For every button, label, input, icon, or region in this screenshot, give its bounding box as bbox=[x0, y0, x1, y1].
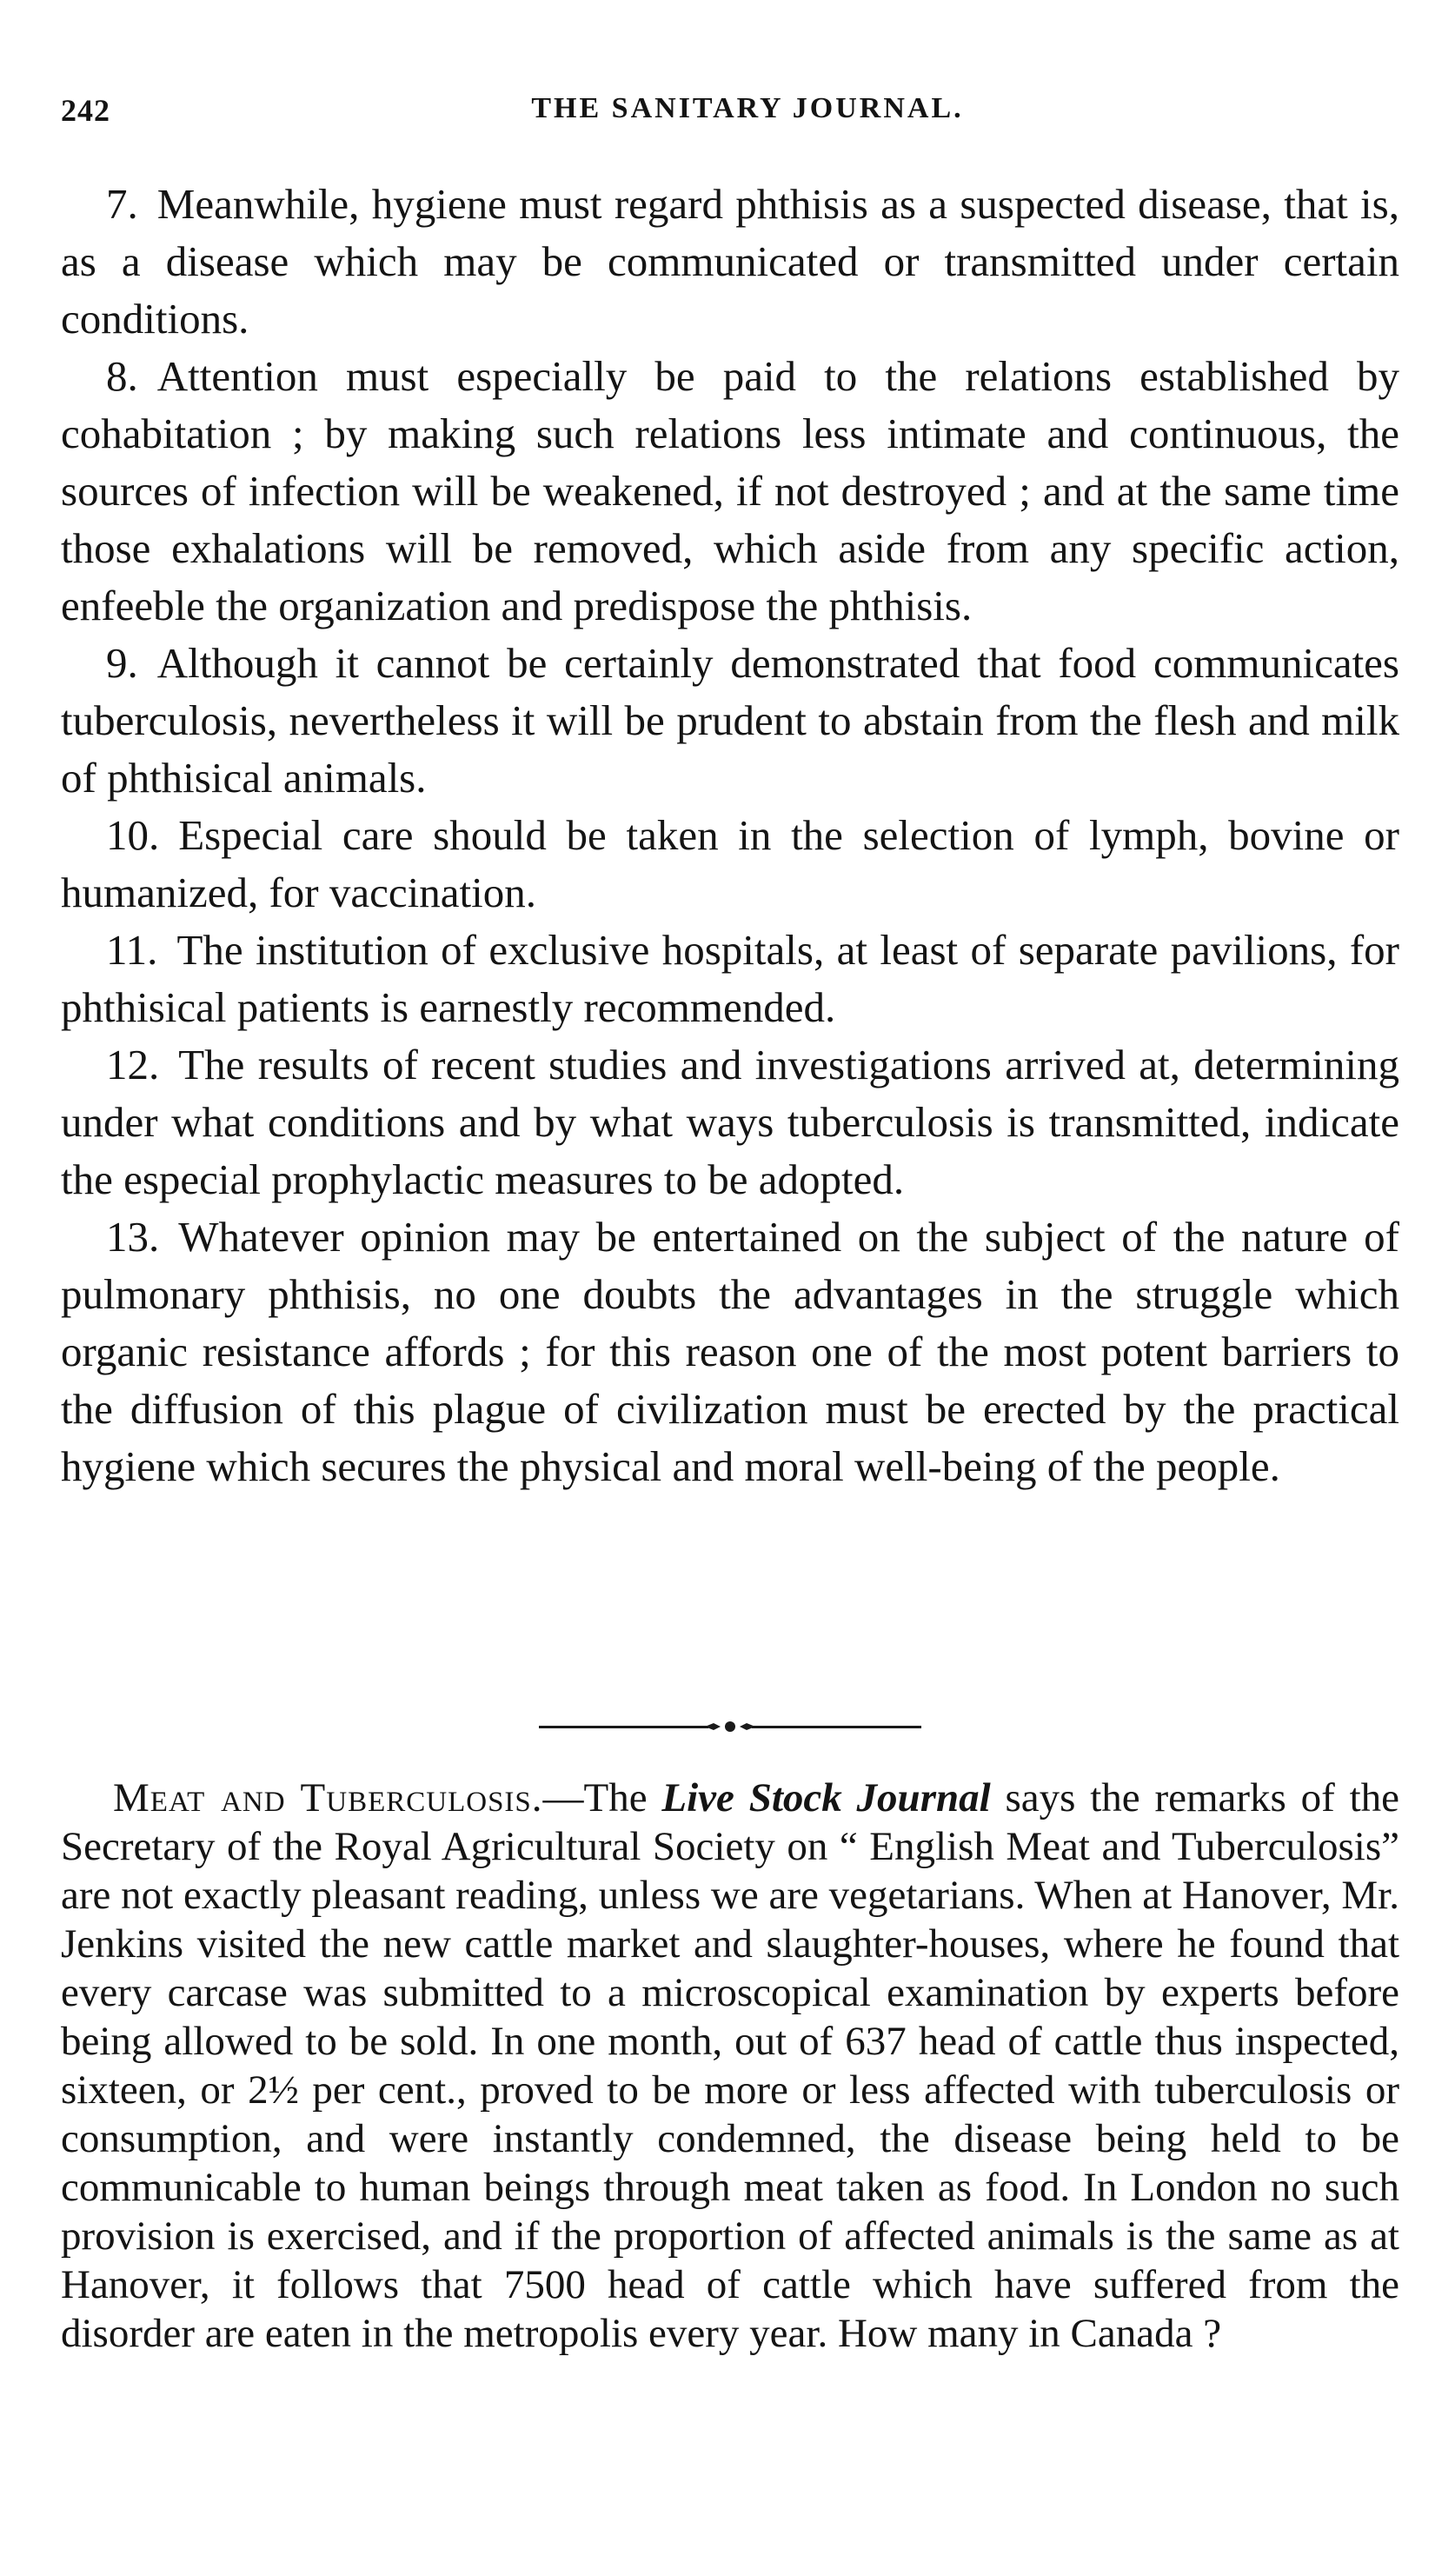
article-dash: —The bbox=[542, 1775, 662, 1821]
meat-tuberculosis-article bbox=[61, 1774, 1399, 2358]
item-text: The institution of exclusive hospitals, at least of separate pavilions, for phthisical patients is earnestly recommended. bbox=[61, 926, 1399, 1031]
recommendation-11 bbox=[61, 922, 1399, 1036]
recommendation-9 bbox=[61, 635, 1399, 807]
recommendation-13 bbox=[61, 1208, 1399, 1495]
article-body: says the remarks of the Secretary of the Royal Agricultural Society on “ English Meat and Tuberculosis” are not exactly pleasant reading, unless we are vegetarians. When at Hanover, Mr. Jenkins visited the new cattle market and slaughter-houses, where he found that every carcase was submitted to a microscopical examination by experts before being allowed to be sold. In one month, out of 637 head of cattle thus inspected, sixteen, or 2½ per cent., proved to be more or less affected with tuberculosis or consumption, and were instantly condemned, the disease being held to be communicable to human beings through meat taken as food. In London no such provision is exercised, and if the proportion of affected animals is the same as at Hanover, it follows that 7500 head of cattle which have suffered from the disorder are eaten in the metropolis every year. How many in Canada ? bbox=[61, 1775, 1399, 2356]
item-number: 10. bbox=[106, 811, 160, 859]
item-number: 8. bbox=[106, 352, 138, 400]
divider-ornament-icon bbox=[701, 1718, 759, 1735]
item-text: The results of recent studies and investigations arrived at, determining under what conditions and by what ways tuberculosis is transmitted, indicate the especial prophylactic measures to be adopted. bbox=[61, 1041, 1399, 1203]
article-source-title: Live Stock Journal bbox=[661, 1775, 991, 1821]
recommendation-10 bbox=[61, 807, 1399, 922]
item-number: 12. bbox=[106, 1041, 160, 1088]
item-text: Meanwhile, hygiene must regard phthisis as a suspected disease, that is, as a disease which may be communicated or transmitted under certain conditions. bbox=[61, 180, 1399, 343]
item-number: 13. bbox=[106, 1213, 160, 1261]
book-page bbox=[61, 0, 1399, 2576]
item-number: 9. bbox=[106, 639, 138, 687]
item-text: Whatever opinion may be entertained on the subject of the nature of pulmonary phthisis, no one doubts the advantages in the struggle which organic resistance affords ; for this reason one of the most potent barriers to the diffusion of this plague of civilization must be erected by the practical hygiene which secures the physical and moral well-being of the people. bbox=[61, 1213, 1399, 1490]
article-heading: Meat and Tuberculosis. bbox=[113, 1775, 543, 1821]
item-text: Attention must especially be paid to the relations established by cohabitation ; by making such relations less intimate and continuous, the sources of infection will be weakened, if not destroyed ; and at the same time those exhalations will be removed, which aside from any specific action, enfeeble the organization and predispose the phthisis. bbox=[61, 352, 1399, 629]
divider-rule-left bbox=[539, 1726, 708, 1728]
running-head bbox=[61, 87, 1399, 139]
recommendation-7 bbox=[61, 176, 1399, 348]
section-divider bbox=[539, 1718, 921, 1735]
journal-title: THE SANITARY JOURNAL. bbox=[531, 92, 964, 124]
recommendation-12 bbox=[61, 1036, 1399, 1208]
item-number: 7. bbox=[106, 180, 138, 228]
divider-rule-right bbox=[752, 1726, 921, 1728]
item-number: 11. bbox=[106, 926, 158, 974]
page-number: 242 bbox=[61, 93, 110, 128]
item-text: Especial care should be taken in the selection of lymph, bovine or humanized, for vaccination. bbox=[61, 811, 1399, 916]
item-text: Although it cannot be certainly demonstrated that food communicates tuberculosis, nevertheless it will be prudent to abstain from the flesh and milk of phthisical animals. bbox=[61, 639, 1399, 802]
numbered-recommendations bbox=[61, 176, 1399, 1495]
recommendation-8 bbox=[61, 348, 1399, 635]
